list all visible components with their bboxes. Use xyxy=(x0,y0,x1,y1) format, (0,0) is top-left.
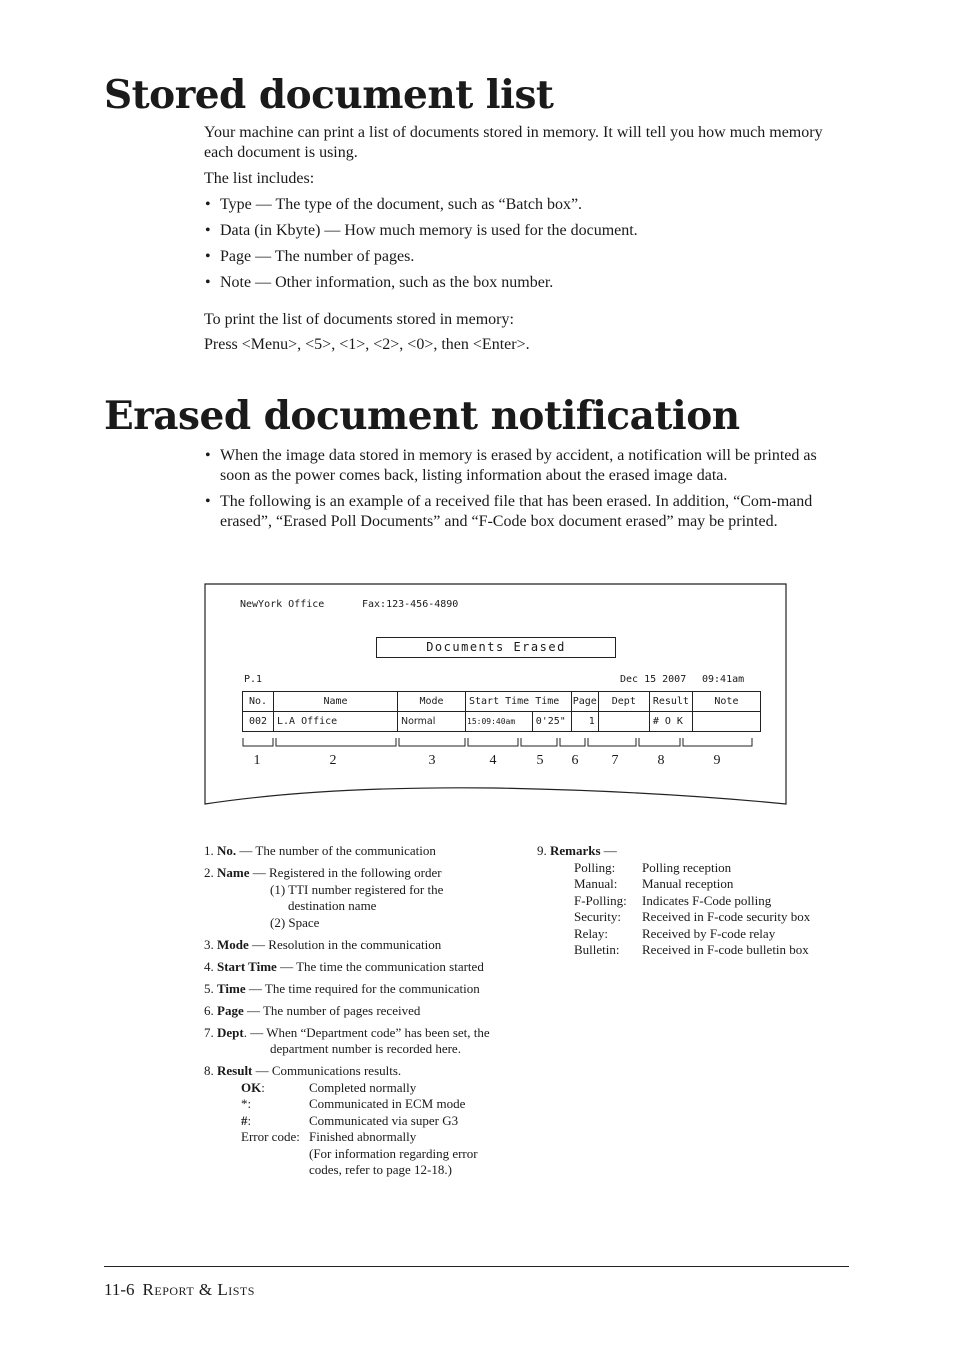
result-value: Completed normally xyxy=(309,1079,417,1095)
remark-value: Indicates F-Code polling xyxy=(642,892,772,908)
header-start-time: Start Time xyxy=(466,692,533,712)
remark-value: Received in F-code security box xyxy=(642,909,811,924)
header-time: Time xyxy=(532,692,571,712)
legend-term: Mode xyxy=(217,936,249,952)
header-no: No. xyxy=(243,692,274,712)
bullet-erased-example: • The following is an example of a received file that has been erased. In addition, “Com-mand erased”, “Erased Poll Documents” and “F-Code box document erased” may be printed. xyxy=(204,492,844,532)
legend-sub: (2) Space xyxy=(270,914,320,930)
legend-number: 3. xyxy=(204,936,214,952)
legend-dept xyxy=(204,1025,524,1058)
bullet-data: • Data (in Kbyte) — How much memory is used for the document. xyxy=(204,221,844,241)
legend-term: Result xyxy=(217,1063,253,1078)
remark-key: Polling: xyxy=(574,859,616,875)
legend-term: Remarks xyxy=(550,843,601,858)
remark-row xyxy=(537,909,837,926)
legend-desc: — Resolution in the communication xyxy=(248,936,442,952)
sender-office: NewYork Office xyxy=(240,599,325,610)
legend-number: 5. xyxy=(204,980,214,996)
result-note: codes, refer to page 12-18.) xyxy=(309,1162,452,1177)
page-indicator: P.1 xyxy=(244,674,263,685)
remark-key: F-Polling: xyxy=(574,892,627,908)
remark-value: Received in F-code bulletin box xyxy=(642,942,809,957)
result-sep: : xyxy=(247,1112,252,1128)
footer-section-title: Report & Lists xyxy=(142,1280,255,1299)
legend-number: 6. xyxy=(204,1002,214,1018)
result-row xyxy=(204,1096,524,1113)
intro-paragraph: Your machine can print a list of documents stored in memory. It will tell you how much memory each document is using. xyxy=(204,124,823,161)
callout-9: 9 xyxy=(713,753,721,768)
bullet-page: • Page — The number of pages. xyxy=(204,247,844,267)
result-value: Communicated in ECM mode xyxy=(309,1096,466,1111)
legend-desc: — Registered in the following order xyxy=(249,865,442,880)
cell-result: # O K xyxy=(649,712,692,732)
legend-sub: (1) TTI number registered for the xyxy=(270,881,444,897)
legend-number: 7. xyxy=(204,1024,214,1040)
result-row xyxy=(204,1113,524,1130)
report-time: 09:41am xyxy=(702,674,745,685)
remark-key: Security: xyxy=(574,909,621,924)
cell-mode: Normal xyxy=(398,712,466,732)
bullet-type: • Type — The type of the document, such as “Batch box”. xyxy=(204,195,844,215)
remark-value: Polling reception xyxy=(642,859,732,875)
header-note: Note xyxy=(692,692,760,712)
legend-no xyxy=(204,843,524,860)
result-row xyxy=(204,1129,524,1146)
cell-no: 002 xyxy=(243,712,274,732)
header-dept: Dept xyxy=(598,692,649,712)
header-result: Result xyxy=(649,692,692,712)
callout-8: 8 xyxy=(657,753,665,768)
callout-2: 2 xyxy=(329,753,337,768)
legend-desc: — The time required for the communication xyxy=(245,980,480,996)
header-mode: Mode xyxy=(398,692,466,712)
callout-7: 7 xyxy=(611,753,619,768)
remark-row xyxy=(537,926,837,943)
erased-report-sample xyxy=(204,583,787,821)
legend-sub: destination name xyxy=(288,898,377,913)
list-includes-label: The list includes: xyxy=(204,170,315,187)
legend-number: 4. xyxy=(204,958,214,974)
legend-time xyxy=(204,981,524,998)
legend-desc: — Communications results. xyxy=(252,1063,402,1078)
result-value: Communicated via super G3 xyxy=(309,1112,459,1128)
result-key: *: xyxy=(241,1096,252,1111)
result-key: OK xyxy=(241,1079,262,1095)
legend-left xyxy=(204,843,524,1184)
header-page: Page xyxy=(571,692,598,712)
remark-key: Bulletin: xyxy=(574,942,620,957)
result-note: (For information regarding error xyxy=(309,1145,478,1161)
section-title-stored-document-list: Stored document list xyxy=(104,72,554,118)
result-sep: : xyxy=(261,1079,265,1095)
legend-term: Time xyxy=(217,980,246,996)
remark-row xyxy=(537,942,837,959)
legend-name xyxy=(204,865,524,931)
report-date: Dec 15 2007 xyxy=(620,674,687,685)
callout-5: 5 xyxy=(536,753,544,768)
remark-row xyxy=(537,893,837,910)
legend-desc: — The time the communication started xyxy=(276,958,484,974)
print-intro: To print the list of documents stored in memory: xyxy=(204,311,514,328)
legend-desc: — The number of the communication xyxy=(236,843,436,858)
remark-value: Received by F-code relay xyxy=(642,925,776,941)
legend-start-time xyxy=(204,959,524,976)
print-steps: Press <Menu>, <5>, <1>, <2>, <0>, then <Enter>. xyxy=(204,336,530,353)
remark-row xyxy=(537,860,837,877)
result-key: Error code: xyxy=(241,1129,300,1144)
erased-notification-body xyxy=(204,446,844,532)
cell-name: L.A Office xyxy=(274,712,398,732)
legend-result xyxy=(204,1063,524,1179)
legend-mode xyxy=(204,937,524,954)
page-footer xyxy=(104,1280,255,1300)
footer-rule xyxy=(104,1266,849,1267)
bullet-note: • Note — Other information, such as the box number. xyxy=(204,273,844,293)
legend-term: Start Time xyxy=(217,958,277,974)
legend-number: 1. xyxy=(204,843,214,858)
legend-number: 9. xyxy=(537,843,547,858)
section-title-erased-document-notification: Erased document notification xyxy=(104,393,740,439)
legend-number: 8. xyxy=(204,1063,214,1078)
result-row xyxy=(204,1080,524,1097)
remark-row xyxy=(537,876,837,893)
callout-6: 6 xyxy=(571,753,579,768)
legend-sub: department number is recorded here. xyxy=(270,1041,461,1056)
result-value: Finished abnormally xyxy=(309,1129,417,1144)
cell-start-time: 15:09:40am xyxy=(466,712,533,732)
remark-key: Relay: xyxy=(574,925,608,941)
legend-page xyxy=(204,1003,524,1020)
remark-key: Manual: xyxy=(574,876,618,891)
legend-term: No. xyxy=(217,843,237,858)
legend-remarks xyxy=(537,843,837,860)
stored-list-body xyxy=(204,123,844,355)
legend-term: Name xyxy=(217,865,250,880)
page-number: 11-6 xyxy=(104,1280,135,1299)
report-title: Documents Erased xyxy=(376,637,616,658)
legend-right xyxy=(537,843,837,959)
header-name: Name xyxy=(274,692,398,712)
cell-page: 1 xyxy=(571,712,598,732)
result-key: # xyxy=(241,1112,248,1128)
remark-value: Manual reception xyxy=(642,876,734,891)
legend-term: Dept xyxy=(217,1024,244,1040)
cell-time: 0'25" xyxy=(532,712,571,732)
callout-1: 1 xyxy=(253,753,261,768)
bullet-erased-accident: • When the image data stored in memory is erased by accident, a notification will be printed as soon as the power comes back, listing information about the erased image data. xyxy=(204,446,844,486)
legend-number: 2. xyxy=(204,865,214,880)
column-brackets xyxy=(204,583,787,821)
legend-desc: — The number of pages received xyxy=(243,1002,421,1018)
sender-fax: Fax:123-456-4890 xyxy=(362,599,459,610)
callout-4: 4 xyxy=(489,753,497,768)
legend-desc: — xyxy=(600,843,617,858)
legend-term: Page xyxy=(217,1002,244,1018)
callout-3: 3 xyxy=(428,753,436,768)
legend-desc: . — When “Department code” has been set, the xyxy=(243,1024,490,1040)
